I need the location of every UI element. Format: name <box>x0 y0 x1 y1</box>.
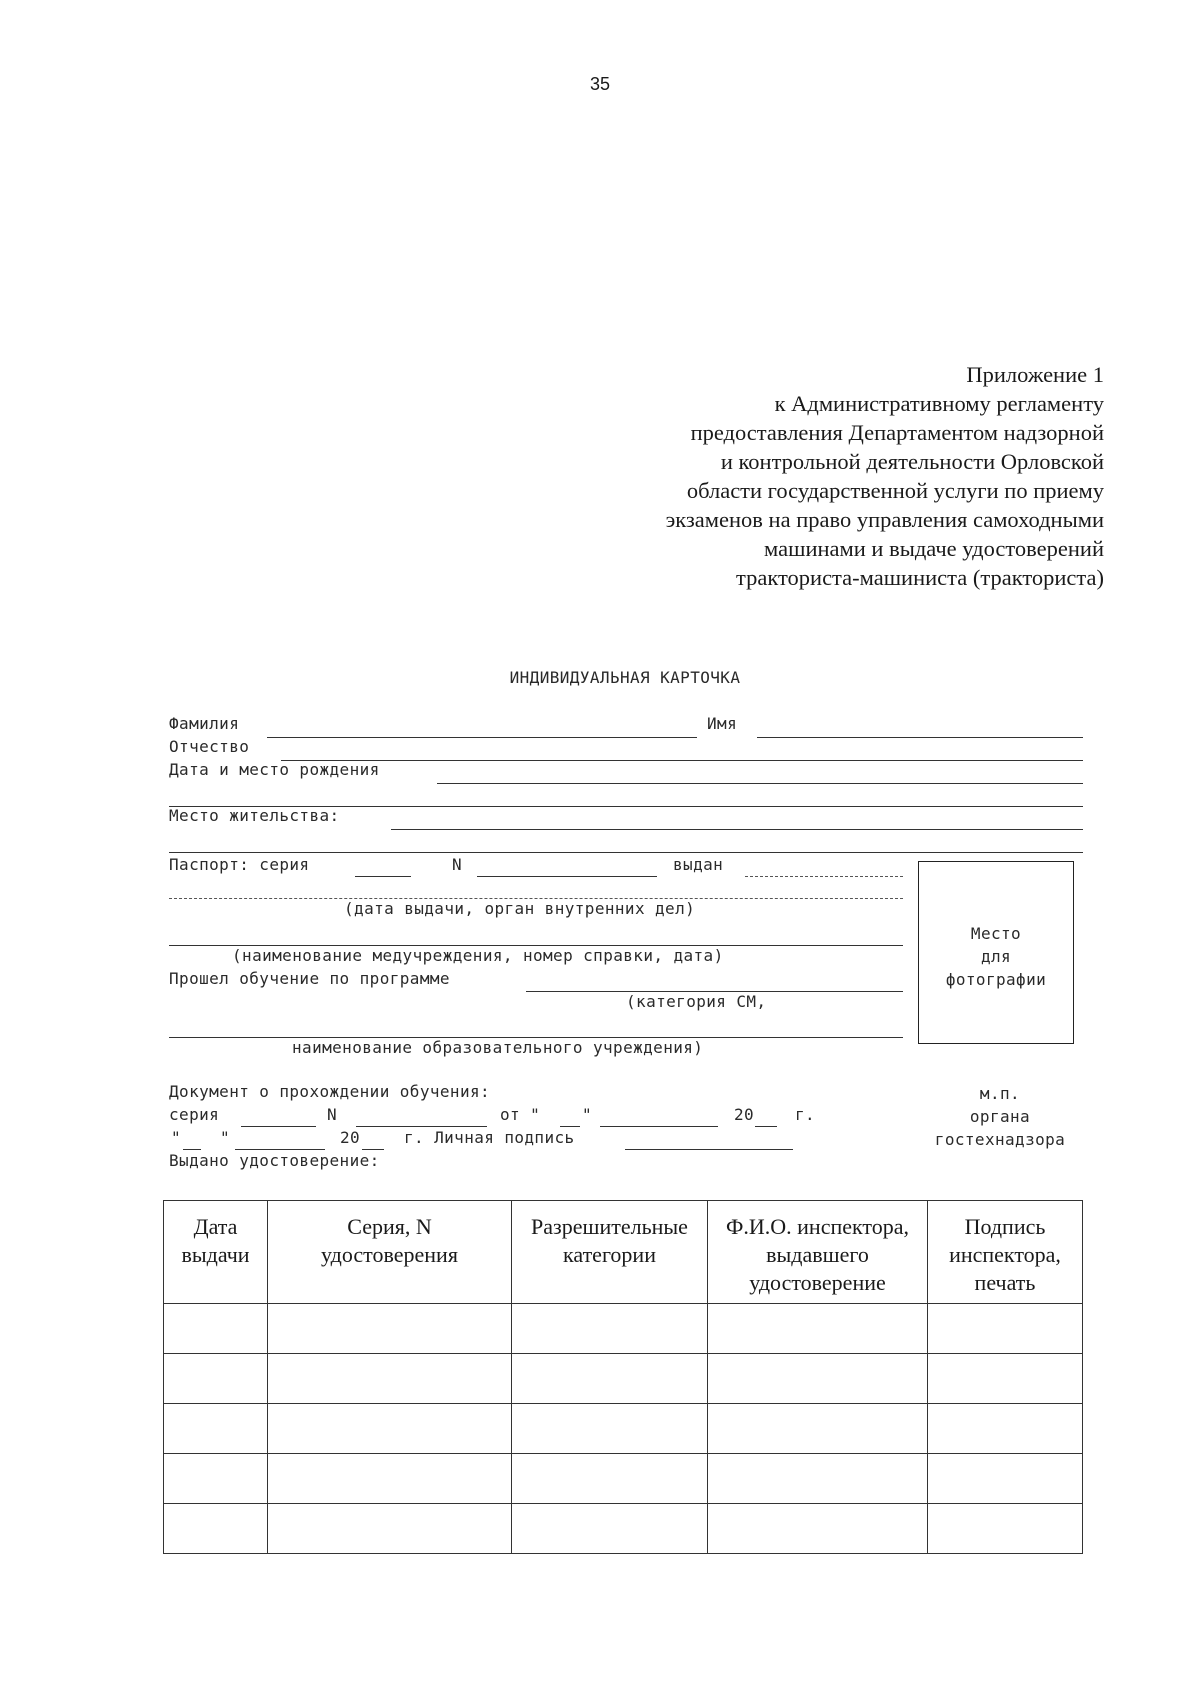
doc-year-label: 20 <box>734 1105 755 1124</box>
table-cell[interactable] <box>708 1454 928 1504</box>
surname-label: Фамилия <box>169 714 240 733</box>
form-title: ИНДИВИДУАЛЬНАЯ КАРТОЧКА <box>509 668 741 687</box>
residence-field[interactable] <box>391 829 1083 830</box>
doc-year-suffix: г. <box>795 1105 816 1124</box>
doc-quote-close: " <box>582 1105 593 1124</box>
header-series-number-text: Серия, N удостоверения <box>321 1214 458 1267</box>
doc-number-field[interactable] <box>356 1126 487 1127</box>
table-row <box>164 1454 1083 1504</box>
table-cell[interactable] <box>512 1454 708 1504</box>
name-label: Имя <box>707 714 738 733</box>
table-row <box>164 1504 1083 1554</box>
header-categories-text: Разрешительные категории <box>531 1214 688 1267</box>
stamp-placeholder: м.п. органа гостехнадзора <box>934 1084 1066 1149</box>
signature-field[interactable] <box>625 1149 793 1150</box>
doc-from-label: от " <box>500 1105 541 1124</box>
header-signature-seal <box>928 1201 1083 1304</box>
training-label: Прошел обучение по программе <box>169 969 450 988</box>
date-year-label: 20 <box>340 1128 361 1147</box>
residence-field-continued[interactable] <box>169 852 1083 853</box>
header-series-number <box>268 1201 512 1304</box>
doc-series-label: серия <box>169 1105 220 1124</box>
table-cell[interactable] <box>928 1304 1083 1354</box>
table-cell[interactable] <box>708 1304 928 1354</box>
issued-label: Выдано удостоверение: <box>169 1151 380 1170</box>
table-header-row <box>164 1201 1083 1304</box>
passport-number-label: N <box>452 855 463 874</box>
issued-certificates-table <box>163 1200 1083 1554</box>
signature-label: г. Личная подпись <box>404 1128 575 1147</box>
medical-caption: (наименование медучреждения, номер справки, дата) <box>232 946 724 965</box>
table-cell[interactable] <box>512 1404 708 1454</box>
doc-day-field[interactable] <box>560 1126 580 1127</box>
date-quote-open: " <box>171 1128 182 1147</box>
document-label: Документ о прохождении обучения: <box>169 1082 491 1101</box>
table-cell[interactable] <box>928 1454 1083 1504</box>
date-quote-close: " <box>220 1128 231 1147</box>
table-cell[interactable] <box>268 1354 512 1404</box>
page-number: 35 <box>589 74 611 94</box>
residence-label: Место жительства: <box>169 806 340 825</box>
header-issue-date-text: Дата выдачи <box>181 1214 250 1267</box>
passport-issued-label: выдан <box>673 855 724 874</box>
table-cell[interactable] <box>928 1354 1083 1404</box>
table-cell[interactable] <box>512 1304 708 1354</box>
passport-issued-field[interactable] <box>745 876 903 877</box>
surname-field[interactable] <box>267 737 697 738</box>
table-cell[interactable] <box>928 1504 1083 1554</box>
table-cell[interactable] <box>164 1354 268 1404</box>
date-month-field[interactable] <box>235 1149 325 1150</box>
date-day-field[interactable] <box>183 1149 201 1150</box>
passport-series-label: Паспорт: серия <box>169 855 310 874</box>
table-cell[interactable] <box>512 1354 708 1404</box>
table-cell[interactable] <box>164 1504 268 1554</box>
table-cell[interactable] <box>512 1504 708 1554</box>
header-inspector-name <box>708 1201 928 1304</box>
doc-number-label: N <box>327 1105 338 1124</box>
table-cell[interactable] <box>928 1404 1083 1454</box>
table-row <box>164 1404 1083 1454</box>
photo-placeholder <box>918 861 1074 1044</box>
table-cell[interactable] <box>164 1304 268 1354</box>
table-row <box>164 1304 1083 1354</box>
birth-field[interactable] <box>437 783 1083 784</box>
birth-label: Дата и место рождения <box>169 760 380 779</box>
patronymic-label: Отчество <box>169 737 250 756</box>
doc-series-field[interactable] <box>241 1126 316 1127</box>
table-cell[interactable] <box>708 1404 928 1454</box>
passport-number-field[interactable] <box>477 876 657 877</box>
passport-series-field[interactable] <box>355 876 411 877</box>
photo-placeholder-text: Место для фотографии <box>945 924 1047 989</box>
table-cell[interactable] <box>708 1504 928 1554</box>
table-cell[interactable] <box>268 1404 512 1454</box>
header-categories <box>512 1201 708 1304</box>
header-inspector-name-text: Ф.И.О. инспектора, выдавшего удостоверение <box>726 1214 909 1295</box>
patronymic-field[interactable] <box>281 760 1083 761</box>
header-issue-date <box>164 1201 268 1304</box>
table-cell[interactable] <box>708 1354 928 1404</box>
institution-caption: наименование образовательного учреждения) <box>292 1038 704 1057</box>
category-caption: (категория СМ, <box>626 992 767 1011</box>
table-cell[interactable] <box>268 1504 512 1554</box>
table-cell[interactable] <box>164 1404 268 1454</box>
table-cell[interactable] <box>268 1454 512 1504</box>
table-cell[interactable] <box>164 1454 268 1504</box>
date-year-field[interactable] <box>362 1149 384 1150</box>
doc-year-field[interactable] <box>755 1126 777 1127</box>
passport-caption: (дата выдачи, орган внутренних дел) <box>344 899 696 918</box>
table-cell[interactable] <box>268 1304 512 1354</box>
name-field[interactable] <box>757 737 1083 738</box>
annex-heading: Приложение 1 к Административному регламенту предоставления Департаментом надзорной и контрольной деятельности Орловской области государственной услуги по приему экзаменов на право управления самоходными машинами и выдаче удостоверений тракториста-машиниста (тракториста) <box>665 362 1104 590</box>
header-signature-seal-text: Подпись инспектора, печать <box>949 1214 1061 1295</box>
table-row <box>164 1354 1083 1404</box>
doc-month-field[interactable] <box>600 1126 718 1127</box>
